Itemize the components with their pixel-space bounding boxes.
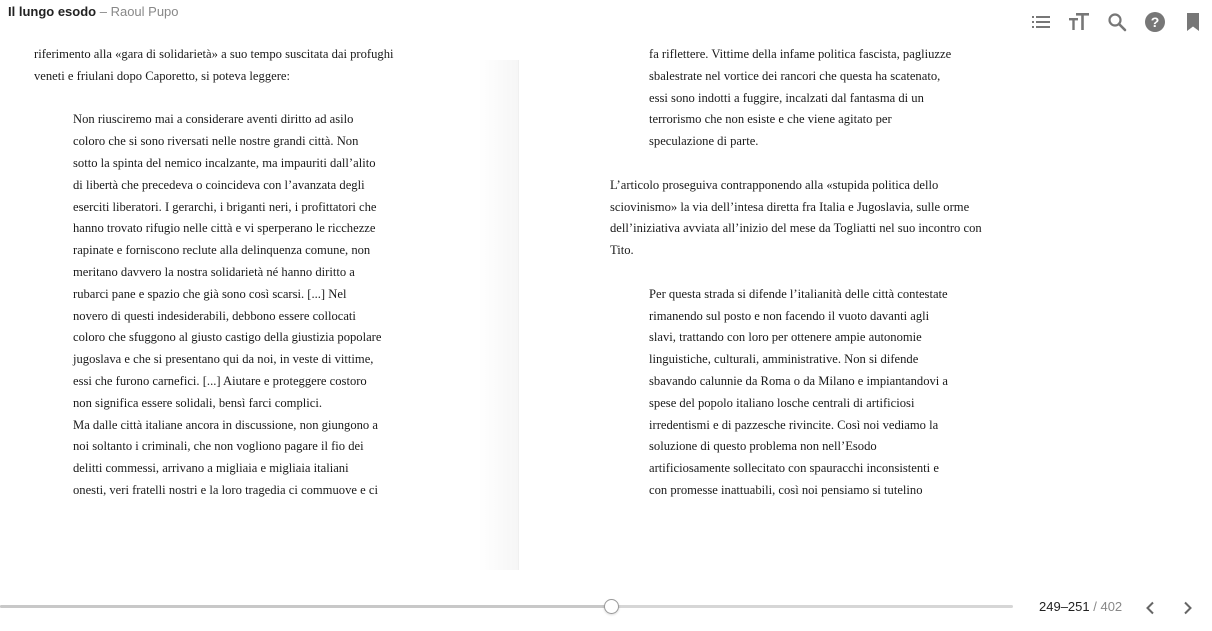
book-title-line (8, 4, 179, 20)
text-line: irredentismi e di pazzesche rivincite. Così noi vediamo la (649, 417, 939, 432)
text-line: rimanendo sul posto e non facendo il vuoto davanti agli (649, 308, 930, 323)
text-line: slavi, trattando con loro per ottenere ampie autonomie (649, 330, 922, 345)
body-paragraph (610, 175, 1010, 262)
body-paragraph (34, 44, 434, 88)
text-line: artificiosamente sollecitato con spauracchi inconsistenti e (649, 461, 939, 476)
text-line: meritano davvero la nostra solidarietà né hanno diritto a (73, 264, 355, 279)
reader-header (0, 0, 1212, 40)
block-quote (73, 109, 434, 501)
bookmark-button[interactable] (1180, 10, 1206, 34)
page-indicator (1039, 599, 1122, 615)
text-line: veneti e friulani dopo Caporetto, si poteva leggere: (34, 68, 290, 83)
progress-fill (0, 605, 611, 608)
block-quote (649, 44, 1010, 153)
text-settings-button[interactable] (1066, 10, 1092, 34)
contents-icon (1031, 14, 1051, 30)
text-line: L’articolo proseguiva contrapponendo alla «stupida politica dello (610, 177, 939, 192)
text-line: sotto la spinta del nemico incalzante, ma impauriti dall’alito (73, 155, 376, 170)
text-line: sbalestrate nel vortice dei rancori che questa ha scatenato, (649, 68, 941, 83)
text-line: essi che furono carnefici. [...] Aiutare e proteggere costoro (73, 373, 367, 388)
page-separator: / (1089, 599, 1101, 614)
help-icon (1144, 11, 1166, 33)
chevron-right-icon (1182, 601, 1194, 615)
progress-slider[interactable] (0, 605, 1013, 608)
text-line: Tito. (610, 243, 634, 258)
book-author: Raoul Pupo (110, 4, 179, 19)
text-line: Ma dalle città italiane ancora in discussione, non giungono a (73, 417, 378, 432)
progress-thumb[interactable] (604, 599, 619, 614)
text-line: jugoslava e che si presentano qui da noi, in veste di vittime, (73, 352, 374, 367)
search-button[interactable] (1104, 10, 1130, 34)
help-button[interactable] (1142, 10, 1168, 34)
text-line: linguistiche, culturali, amministrative. Non si difende (649, 352, 919, 367)
contents-button[interactable] (1028, 10, 1054, 34)
text-line: rapinate e forniscono reclute alla delinquenza comune, non (73, 243, 371, 258)
title-separator: – (96, 4, 111, 19)
text-line: di libertà che precedeva o coincideva con l’avanzata degli (73, 177, 365, 192)
text-line: spese del popolo italiano losche centrali di artificiosi (649, 395, 915, 410)
svg-text:?: ? (1150, 14, 1160, 30)
previous-page-button[interactable] (1140, 598, 1160, 618)
text-line: eserciti liberatori. I gerarchi, i briganti neri, i profittatori che (73, 199, 377, 214)
right-page (610, 44, 1010, 502)
text-line: speculazione di parte. (649, 134, 759, 149)
left-page (34, 44, 434, 502)
text-line: soluzione di questo problema non nell’Esodo (649, 439, 877, 454)
current-pages: 249–251 (1039, 599, 1090, 614)
text-line: delitti commessi, arrivano a migliaia e migliaia italiani (73, 461, 349, 476)
block-quote (649, 284, 1010, 502)
chevron-left-icon (1144, 601, 1156, 615)
text-line: riferimento alla «gara di solidarietà» a suo tempo suscitata dai profughi (34, 47, 394, 61)
text-line: novero di questi indesiderabili, debbono essere collocati (73, 308, 356, 323)
page-gutter-shadow (478, 60, 519, 570)
text-line: Non riusciremo mai a considerare aventi diritto ad asilo (73, 112, 354, 127)
text-line: Per questa strada si difende l’italianità delle città contestate (649, 286, 948, 301)
total-pages: 402 (1100, 599, 1123, 614)
font-size-icon (1068, 12, 1090, 32)
book-title: Il lungo esodo (8, 4, 97, 19)
bookmark-icon (1185, 12, 1201, 32)
reader-spread (0, 40, 1212, 570)
text-line: con promesse inattuabili, così noi pensiamo si tutelino (649, 482, 923, 497)
text-line: noi soltanto i criminali, che non vogliono pagare il fio dei (73, 439, 364, 454)
text-line: hanno trovato rifugio nelle città e vi sperperano le ricchezze (73, 221, 376, 236)
text-line: coloro che sfuggono al giusto castigo della giustizia popolare (73, 330, 382, 345)
text-line: sbavando calunnie da Roma o da Milano e impiantandovi a (649, 373, 949, 388)
next-page-button[interactable] (1178, 598, 1198, 618)
text-line: non significa essere solidali, bensì farci complici. (73, 395, 323, 410)
search-icon (1107, 12, 1127, 32)
text-line: terrorismo che non esiste e che viene agitato per (649, 112, 892, 127)
reader-footer (0, 590, 1212, 631)
text-line: dell’iniziativa avviata all’inizio del mese da Togliatti nel suo incontro con (610, 221, 982, 236)
text-line: onesti, veri fratelli nostri e la loro tragedia ci commuove e ci (73, 482, 378, 497)
text-line: rubarci pane e spazio che già sono così scarsi. [...] Nel (73, 286, 347, 301)
text-line: essi sono indotti a fuggire, incalzati dal fantasma di un (649, 90, 924, 105)
text-line: fa riflettere. Vittime della infame politica fascista, pagliuzze (649, 47, 952, 61)
text-line: sciovinismo» la via dell’intesa diretta fra Italia e Jugoslavia, sulle orme (610, 199, 970, 214)
text-line: coloro che si sono riversati nelle nostre grandi città. Non (73, 134, 359, 149)
